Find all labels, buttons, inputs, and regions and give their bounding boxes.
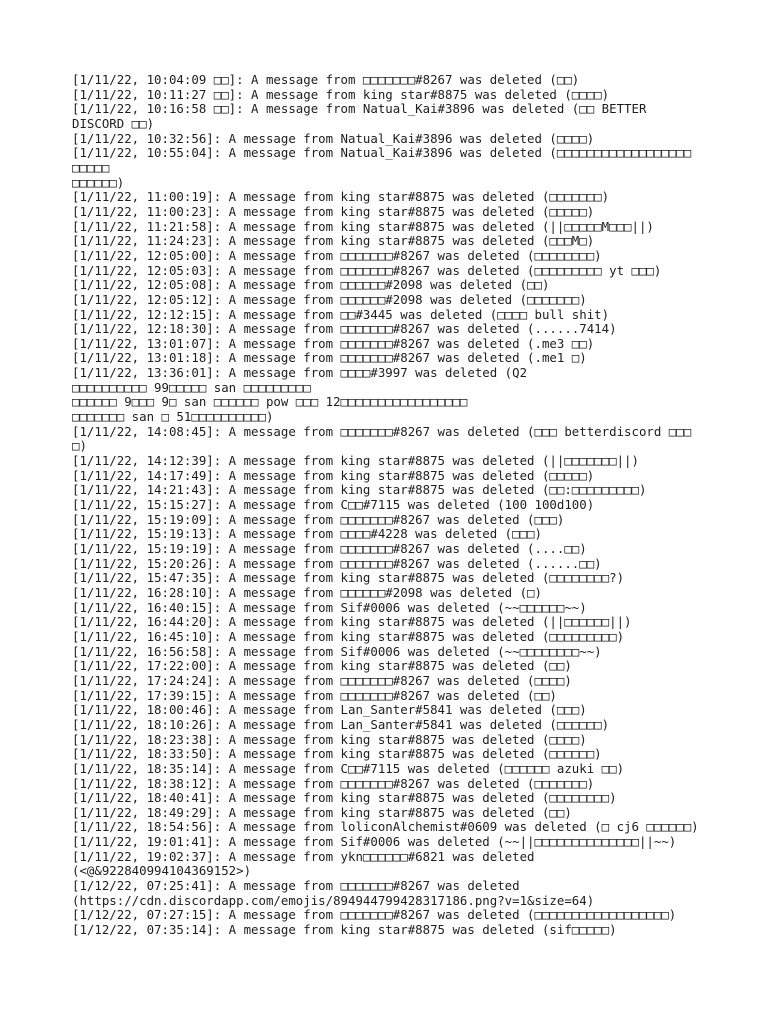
log-entry-line: [1/11/22, 12:18:30]: A message from □□□□□□□#8267 was deleted (......7414) [72,321,617,337]
log-entry-line: [1/11/22, 13:01:07]: A message from □□□□□□□#8267 was deleted (.me3 □□) [72,335,595,351]
log-entry-line: [1/11/22, 18:38:12]: A message from □□□□□□□#8267 was deleted (□□□□□□□) [72,775,595,791]
log-entry-line: [1/11/22, 12:05:08]: A message from □□□□□□#2098 was deleted (□□) [72,277,550,293]
log-entry-line: [1/11/22, 18:23:38]: A message from king star#8875 was deleted (□□□□) [72,731,587,747]
log-entry-line: [1/11/22, 12:12:15]: A message from □□#3445 was deleted (□□□□ bull shit) [72,306,610,322]
log-entry-continuation: □□□□□□) [72,174,125,190]
log-entry-line: [1/11/22, 17:24:24]: A message from □□□□□□□#8267 was deleted (□□□□) [72,672,572,688]
log-entry-continuation: □) [72,438,87,454]
log-entry-line: [1/11/22, 12:05:00]: A message from □□□□□□□#8267 was deleted (□□□□□□□□) [72,247,602,263]
log-entry-continuation: □□□□□ [72,159,110,175]
log-entry-line: [1/11/22, 18:49:29]: A message from king star#8875 was deleted (□□) [72,804,572,820]
log-entry-line: [1/11/22, 16:45:10]: A message from king star#8875 was deleted (□□□□□□□□□) [72,628,625,644]
log-entry-line: [1/11/22, 18:00:46]: A message from Lan_Santer#5841 was deleted (□□□) [72,702,587,718]
log-entry-line: [1/11/22, 15:47:35]: A message from king star#8875 was deleted (□□□□□□□□?) [72,570,625,586]
log-entry-continuation: □□□□□□□□□□ 99□□□□□ san □□□□□□□□□ [72,379,311,395]
log-entry-line: [1/11/22, 17:22:00]: A message from king star#8875 was deleted (□□) [72,658,572,674]
log-entry-line: [1/11/22, 11:00:23]: A message from king star#8875 was deleted (□□□□□) [72,203,595,219]
log-entry-line: [1/11/22, 11:21:58]: A message from king star#8875 was deleted (||□□□□□M□□□||) [72,218,654,234]
log-entry-line: [1/11/22, 10:32:56]: A message from Natual_Kai#3896 was deleted (□□□□) [72,130,595,146]
log-entry-line: [1/11/22, 16:44:20]: A message from king star#8875 was deleted (||□□□□□□||) [72,614,632,630]
log-entry-line: [1/11/22, 14:08:45]: A message from □□□□□□□#8267 was deleted (□□□ betterdiscord □□□ [72,423,692,439]
log-entry-line: [1/11/22, 19:01:41]: A message from Sif#0006 was deleted (~~||□□□□□□□□□□□□□□||~~) [72,834,677,850]
log-entry-line: [1/11/22, 13:36:01]: A message from □□□□#3997 was deleted (Q2 [72,365,528,381]
log-entry-line: [1/11/22, 11:24:23]: A message from king star#8875 was deleted (□□□M□) [72,233,595,249]
log-entry-line: [1/11/22, 18:10:26]: A message from Lan_Santer#5841 was deleted (□□□□□□) [72,716,610,732]
log-entry-line: [1/11/22, 10:11:27 □□]: A message from king star#8875 was deleted (□□□□) [72,86,610,102]
log-entry-line: [1/11/22, 18:54:56]: A message from loliconAlchemist#0609 was deleted (□ cj6 □□□□□□) [72,819,699,835]
log-entry-line: [1/11/22, 12:05:12]: A message from □□□□□□#2098 was deleted (□□□□□□□) [72,291,587,307]
log-entry-line: [1/11/22, 12:05:03]: A message from □□□□□□□#8267 was deleted (□□□□□□□□□ yt □□□) [72,262,662,278]
log-entry-line: [1/11/22, 18:33:50]: A message from king star#8875 was deleted (□□□□□□) [72,746,602,762]
log-entry-line: [1/11/22, 15:20:26]: A message from □□□□□□□#8267 was deleted (......□□) [72,555,602,571]
log-entry-continuation: □□□□□□□ san □ 51□□□□□□□□□□) [72,409,274,425]
log-entry-line: [1/11/22, 16:56:58]: A message from Sif#0006 was deleted (~~□□□□□□□□~~) [72,643,602,659]
log-entry-line: [1/11/22, 19:02:37]: A message from ykn□□□□□□#6821 was deleted [72,848,535,864]
log-entry-line: [1/11/22, 18:35:14]: A message from C□□#7115 was deleted (□□□□□□ azuki □□) [72,760,625,776]
log-entry-line: [1/11/22, 16:28:10]: A message from □□□□□□#2098 was deleted (□) [72,584,542,600]
log-entry-line: [1/11/22, 15:19:09]: A message from □□□□□□□#8267 was deleted (□□□) [72,511,565,527]
log-entry-line: [1/11/22, 13:01:18]: A message from □□□□□□□#8267 was deleted (.me1 □) [72,350,587,366]
log-entry-line: [1/11/22, 14:12:39]: A message from king star#8875 was deleted (||□□□□□□□||) [72,453,639,469]
log-entry-line: [1/12/22, 07:27:15]: A message from □□□□□□□#8267 was deleted (□□□□□□□□□□□□□□□□□□) [72,907,677,923]
log-entry-line: [1/11/22, 15:15:27]: A message from C□□#7115 was deleted (100 100d100) [72,497,595,513]
log-entry-line: [1/11/22, 10:04:09 □□]: A message from □□□□□□□#8267 was deleted (□□) [72,72,580,87]
log-entry-continuation: DISCORD □□) [72,115,155,131]
log-entry-line: [1/11/22, 16:40:15]: A message from Sif#0006 was deleted (~~□□□□□□~~) [72,599,587,615]
log-entry-line: [1/12/22, 07:35:14]: A message from king star#8875 was deleted (sif□□□□□) [72,922,617,938]
log-entry-line: [1/11/22, 17:39:15]: A message from □□□□□□□#8267 was deleted (□□) [72,687,557,703]
log-entry-line: [1/11/22, 14:17:49]: A message from king star#8875 was deleted (□□□□□) [72,467,595,483]
log-entry-line: [1/12/22, 07:25:41]: A message from □□□□□□□#8267 was deleted [72,878,520,894]
log-entry-line: [1/11/22, 10:16:58 □□]: A message from Natual_Kai#3896 was deleted (□□ BETTER [72,101,647,117]
log-entry-line: [1/11/22, 11:00:19]: A message from king star#8875 was deleted (□□□□□□□) [72,189,610,205]
log-entry-line: [1/11/22, 15:19:13]: A message from □□□□#4228 was deleted (□□□) [72,526,542,542]
log-entry-continuation: □□□□□□ 9□□□ 9□ san □□□□□□ pow □□□ 12□□□□□□□□□□□□□□□□□ [72,394,468,410]
log-entry-continuation: (<@&922840994104369152>) [72,863,252,879]
log-entry-line: [1/11/22, 14:21:43]: A message from king star#8875 was deleted (□□:□□□□□□□□□) [72,482,647,498]
log-entry-line: [1/11/22, 15:19:19]: A message from □□□□□□□#8267 was deleted (....□□) [72,541,587,556]
log-entry-line: [1/11/22, 10:55:04]: A message from Natual_Kai#3896 was deleted (□□□□□□□□□□□□□□□□□□ [72,145,692,161]
deleted-messages-log [72,73,752,938]
log-entry-line: [1/11/22, 18:40:41]: A message from king star#8875 was deleted (□□□□□□□□) [72,790,617,806]
log-entry-continuation: (https://cdn.discordapp.com/emojis/894944799428317186.png?v=1&size=64) [72,892,595,908]
